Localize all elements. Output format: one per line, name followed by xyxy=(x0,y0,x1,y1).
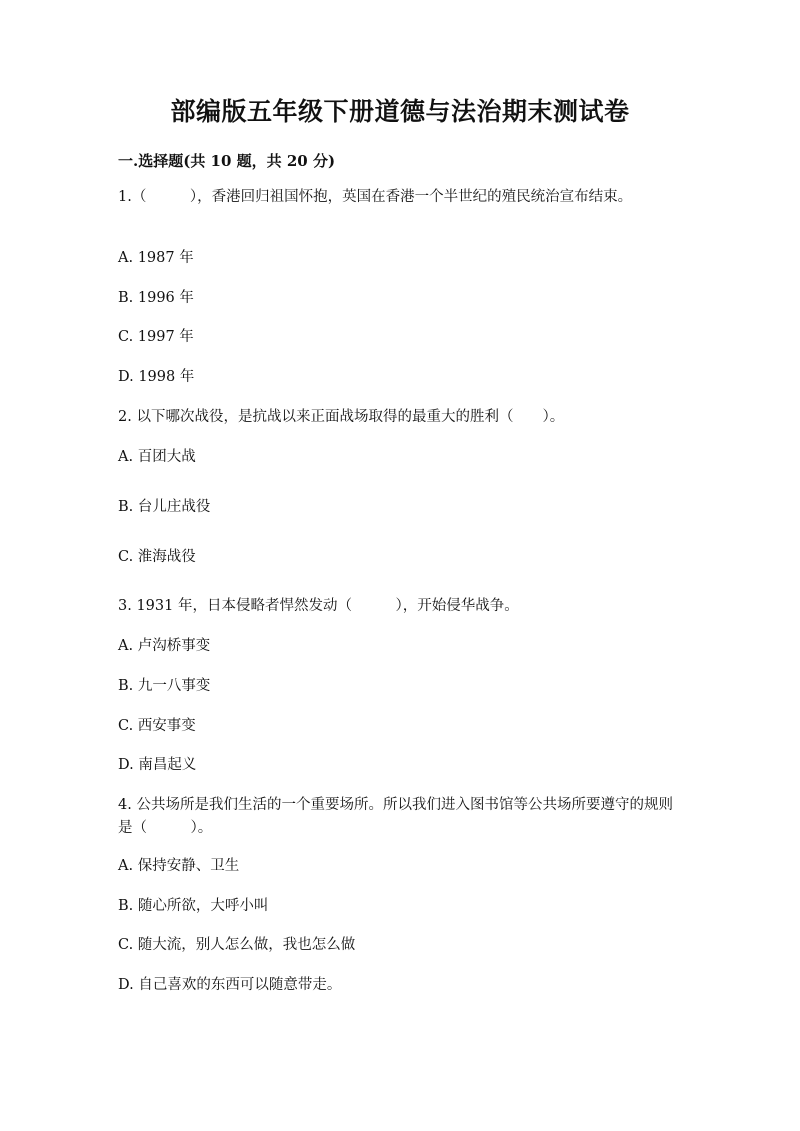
question-4-option-a: A. 保持安静、卫生 xyxy=(118,858,240,874)
question-1-stem: 1.（ ），香港回归祖国怀抱，英国在香港一个半世纪的殖民统治宣布结束。 xyxy=(118,189,633,205)
question-2-option-a: A. 百团大战 xyxy=(118,449,196,465)
question-3-option-a: A. 卢沟桥事变 xyxy=(118,638,211,654)
question-2-stem: 2. 以下哪次战役，是抗战以来正面战场取得的最重大的胜利（ ）。 xyxy=(118,409,565,425)
question-2-option-c: C. 淮海战役 xyxy=(118,549,196,565)
question-3-stem: 3. 1931 年，日本侵略者悍然发动（ ），开始侵华战争。 xyxy=(118,598,519,614)
question-4-stem: 4. 公共场所是我们生活的一个重要场所。所以我们进入图书馆等公共场所要遵守的规则是（ ）。 xyxy=(118,797,673,836)
question-1-option-d: D. 1998 年 xyxy=(118,369,195,385)
question-4-option-d: D. 自己喜欢的东西可以随意带走。 xyxy=(118,977,342,993)
question-4-option-b: B. 随心所欲，大呼小叫 xyxy=(118,898,269,914)
question-1-option-c: C. 1997 年 xyxy=(118,329,194,345)
section-heading: 一.选择题(共 10 题，共 20 分) xyxy=(118,152,336,170)
question-3-option-b: B. 九一八事变 xyxy=(118,678,211,694)
question-2-option-b: B. 台儿庄战役 xyxy=(118,499,211,515)
question-3-option-d: D. 南昌起义 xyxy=(118,757,197,773)
question-4-option-c: C. 随大流，别人怎么做，我也怎么做 xyxy=(118,937,356,953)
question-3-option-c: C. 西安事变 xyxy=(118,718,196,734)
question-1-option-a: A. 1987 年 xyxy=(118,250,194,266)
page-title: 部编版五年级下册道德与法治期末测试卷 xyxy=(170,97,630,126)
question-1-option-b: B. 1996 年 xyxy=(118,290,194,306)
